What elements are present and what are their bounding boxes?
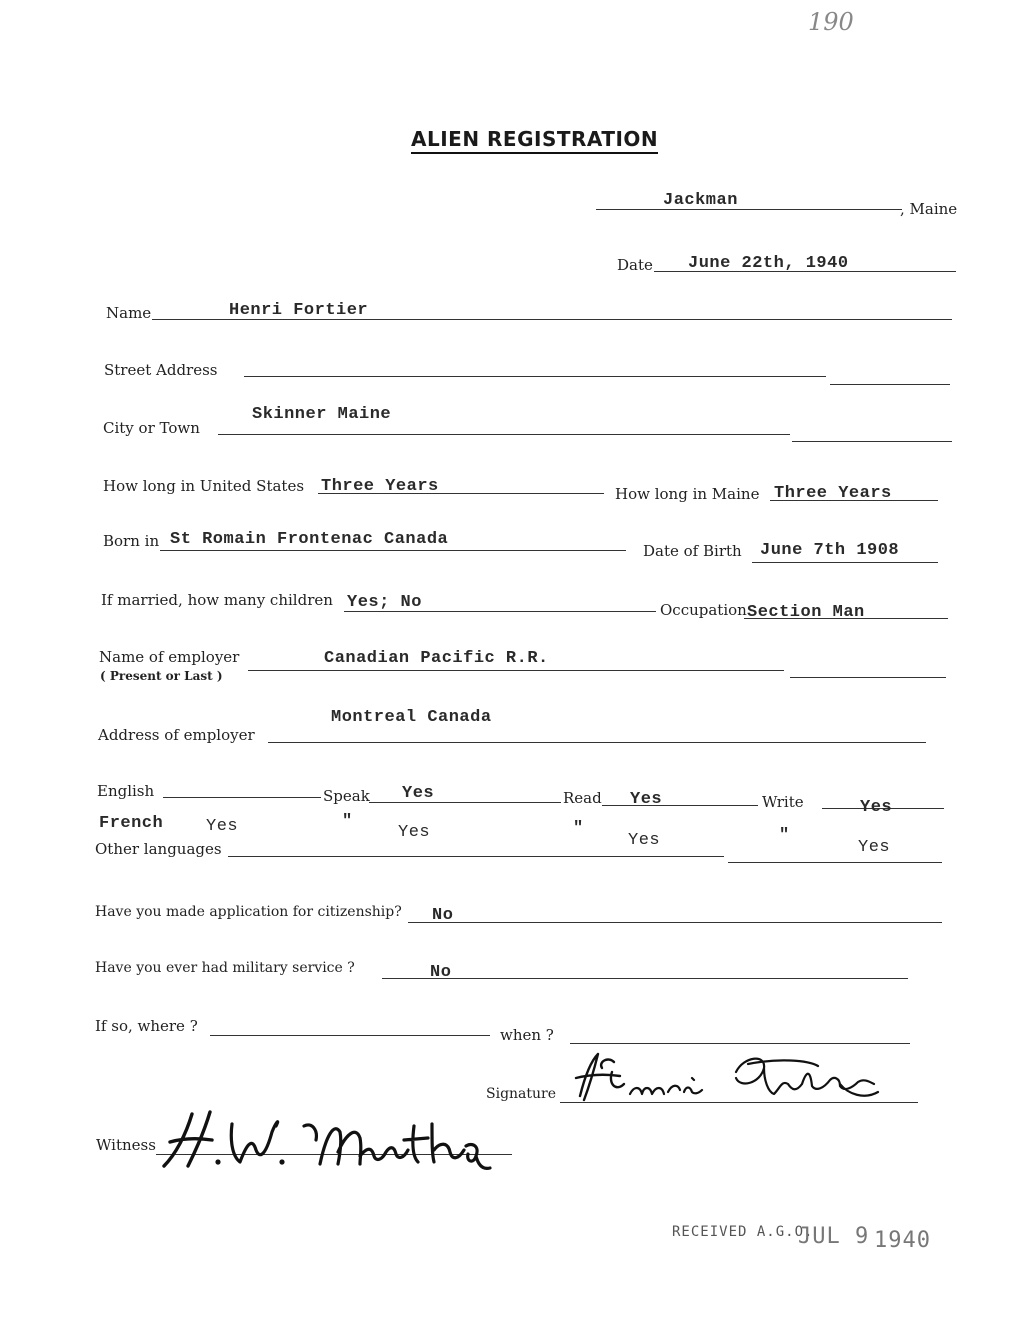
- state-label: , Maine: [900, 200, 958, 218]
- where-line: [210, 1035, 490, 1036]
- employer-address-line: [268, 742, 926, 743]
- city-value: Skinner Maine: [252, 405, 392, 424]
- born-label: Born in: [103, 532, 160, 550]
- signature-label: Signature: [486, 1086, 557, 1102]
- english-read-value: Yes: [630, 790, 663, 809]
- street-line-end: [830, 384, 950, 385]
- employer-label: Name of employer: [99, 648, 240, 666]
- military-line: [382, 978, 908, 979]
- employer-line: [248, 670, 784, 671]
- how-long-us-value: Three Years: [321, 477, 439, 496]
- born-line: [160, 550, 626, 551]
- military-label: Have you ever had military service ?: [95, 960, 355, 976]
- name-value: Henri Fortier: [229, 301, 369, 320]
- married-label: If married, how many children: [101, 591, 333, 609]
- citizenship-value: No: [432, 906, 454, 925]
- page-number: 190: [808, 8, 854, 36]
- witness-signature-image: [156, 1106, 516, 1176]
- employer-value: Canadian Pacific R.R.: [324, 649, 549, 668]
- stamp-year: 1940: [874, 1228, 931, 1253]
- date-label: Date: [617, 256, 653, 274]
- other-languages-line-end: [728, 862, 942, 863]
- english-write-value: Yes: [860, 798, 893, 817]
- read-line: [602, 805, 758, 806]
- how-long-maine-label: How long in Maine: [615, 485, 760, 503]
- dob-label: Date of Birth: [643, 542, 742, 560]
- write-label: Write: [762, 793, 804, 811]
- married-value: Yes; No: [347, 593, 422, 612]
- read-label: Read: [563, 789, 602, 807]
- ditto-read: ": [573, 819, 584, 838]
- received-stamp: RECEIVED A.G.O.: [672, 1224, 814, 1240]
- occupation-label: Occupation: [660, 601, 747, 619]
- employer-line-end: [790, 677, 946, 678]
- other-read-value: Yes: [628, 831, 661, 850]
- employer-address-label: Address of employer: [98, 726, 255, 744]
- occupation-value: Section Man: [747, 603, 865, 622]
- other-languages-label: Other languages: [95, 840, 222, 858]
- english-line: [163, 797, 321, 798]
- street-label: Street Address: [104, 361, 218, 379]
- form-title: ALIEN REGISTRATION: [411, 127, 658, 154]
- military-value: No: [430, 963, 452, 982]
- how-long-us-label: How long in United States: [103, 477, 305, 495]
- employer-address-value: Montreal Canada: [331, 708, 492, 727]
- employer-sub-label: ( Present or Last ): [100, 669, 223, 683]
- dob-value: June 7th 1908: [760, 541, 900, 560]
- born-value: St Romain Frontenac Canada: [170, 530, 449, 549]
- other-speak-value: Yes: [398, 823, 431, 842]
- signature-image: [568, 1048, 908, 1110]
- other-write-value: Yes: [858, 838, 891, 857]
- name-label: Name: [106, 304, 152, 322]
- english-speak-value: Yes: [402, 784, 435, 803]
- dob-line: [752, 562, 938, 563]
- when-label: when ?: [500, 1026, 554, 1044]
- street-line: [244, 376, 826, 377]
- city-line: [218, 434, 790, 435]
- when-line: [570, 1043, 910, 1044]
- city-line-end: [792, 441, 952, 442]
- ditto-speak: ": [342, 812, 353, 831]
- other-languages-line: [228, 856, 724, 857]
- where-label: If so, where ?: [95, 1017, 198, 1035]
- stamp-date: JUL 9: [798, 1224, 870, 1249]
- other-language-value: Yes: [206, 817, 239, 836]
- english-label: English: [97, 782, 155, 800]
- speak-label: Speak: [323, 787, 370, 805]
- citizenship-line: [408, 922, 942, 923]
- citizenship-label: Have you made application for citizenship?: [95, 904, 402, 920]
- how-long-maine-value: Three Years: [774, 484, 892, 503]
- other-language-name: French: [99, 814, 164, 833]
- witness-label: Witness: [96, 1136, 156, 1154]
- date-value: June 22th, 1940: [688, 254, 849, 273]
- speak-line: [369, 802, 561, 803]
- city-label: City or Town: [103, 419, 200, 437]
- town-value: Jackman: [663, 191, 738, 210]
- town-line: [596, 209, 902, 210]
- ditto-write: ": [779, 826, 790, 845]
